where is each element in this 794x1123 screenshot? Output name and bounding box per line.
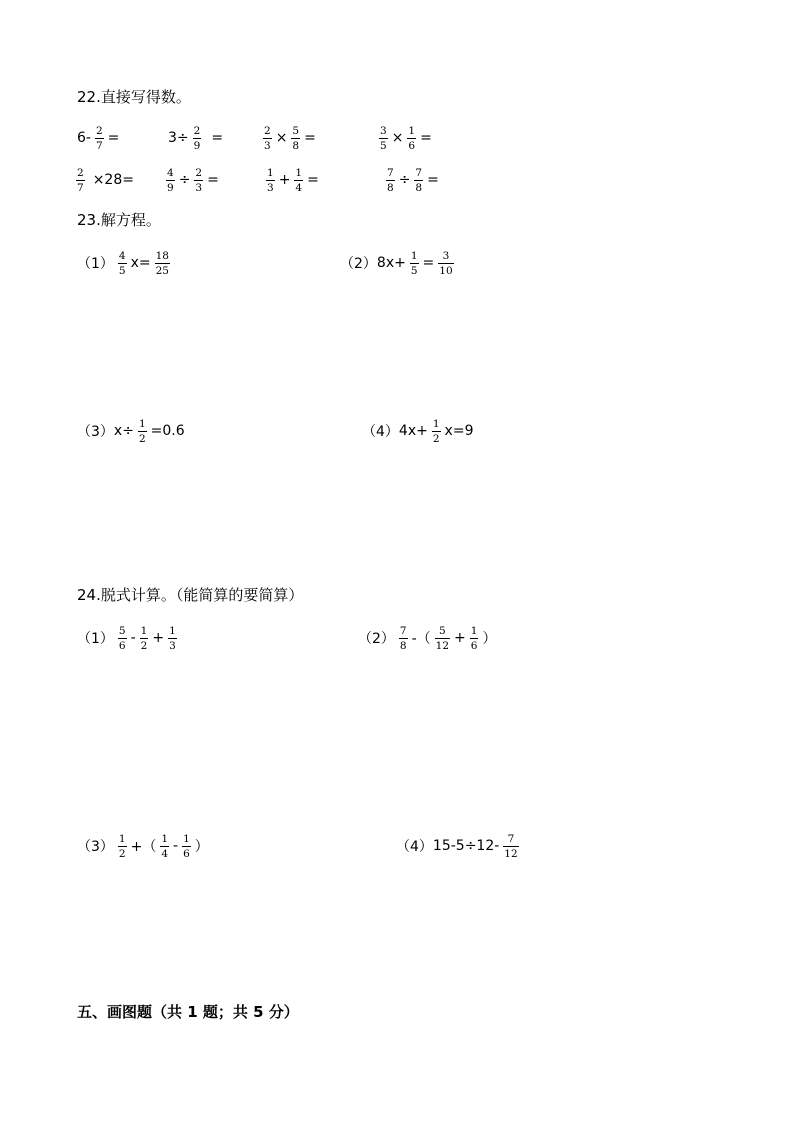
- fraction: [294, 167, 303, 194]
- equation-text: =0.6: [150, 423, 185, 439]
- fraction: [410, 250, 419, 277]
- fraction: [194, 167, 203, 194]
- fraction: [118, 625, 127, 652]
- section-5-title: 五、画图题（共 1 题；共 5 分）: [77, 1003, 299, 1021]
- q24-problem-4: [396, 826, 523, 866]
- fraction: [266, 167, 275, 194]
- equals: =: [420, 130, 432, 146]
- numerator: 7: [507, 832, 515, 845]
- fraction: [503, 833, 518, 860]
- operator: +: [454, 630, 466, 646]
- q22-row2-item-b: [162, 160, 219, 200]
- denominator: 8: [387, 181, 394, 194]
- fraction: [138, 418, 147, 445]
- denominator: 25: [155, 264, 169, 277]
- denominator: 4: [161, 847, 169, 860]
- numerator: 5: [118, 624, 126, 637]
- numerator: 1: [169, 624, 176, 637]
- denominator: 2: [118, 847, 126, 860]
- operand: 6-: [77, 130, 91, 146]
- problem-label: （3）: [77, 424, 114, 440]
- equals: =: [207, 172, 219, 188]
- q22-row2-item-c: [262, 160, 319, 200]
- operand: 3÷: [168, 130, 189, 146]
- operator: ×: [391, 130, 404, 146]
- numerator: 2: [77, 166, 84, 179]
- q23-problem-1: [77, 243, 174, 283]
- fraction: [399, 625, 408, 652]
- operator: ）: [482, 631, 497, 647]
- equation-text: 4x+: [398, 423, 428, 439]
- numerator: 4: [167, 166, 174, 179]
- denominator: 8: [415, 181, 423, 194]
- numerator: 18: [155, 249, 169, 262]
- denominator: 7: [95, 139, 103, 152]
- numerator: 5: [439, 624, 446, 637]
- equation-text: x=9: [444, 423, 474, 439]
- problem-label: （2）: [340, 256, 377, 272]
- fraction: [263, 125, 272, 152]
- fraction: [166, 167, 175, 194]
- fraction: [379, 125, 388, 152]
- problem-label: （2）: [358, 631, 395, 647]
- denominator: 2: [140, 639, 148, 652]
- numerator: 2: [193, 124, 201, 137]
- denominator: 2: [138, 432, 146, 445]
- numerator: 2: [95, 124, 103, 137]
- denominator: 3: [267, 181, 274, 194]
- fraction: [168, 625, 177, 652]
- denominator: 3: [195, 181, 203, 194]
- equals: =: [107, 130, 120, 146]
- denominator: 6: [118, 639, 126, 652]
- numerator: 7: [415, 166, 423, 179]
- q22-row1-item-b: [168, 118, 223, 158]
- fraction: [118, 833, 127, 860]
- numerator: 1: [470, 624, 478, 637]
- numerator: 1: [410, 249, 418, 262]
- numerator: 1: [161, 832, 169, 845]
- fraction: [470, 625, 479, 652]
- problem-label: （1）: [77, 631, 114, 647]
- denominator: 2: [432, 432, 440, 445]
- operator: ）: [194, 839, 209, 855]
- numerator: 7: [387, 166, 394, 179]
- operator: +: [278, 172, 291, 188]
- q22-title: 22.直接写得数。: [77, 88, 191, 106]
- numerator: 1: [118, 832, 126, 845]
- equation-text: x÷: [113, 423, 134, 439]
- operand: ×28=: [92, 172, 134, 188]
- numerator: 1: [267, 166, 274, 179]
- numerator: 1: [140, 624, 148, 637]
- denominator: 9: [167, 181, 174, 194]
- numerator: 3: [442, 249, 450, 262]
- denominator: 7: [77, 181, 84, 194]
- problem-label: （4）: [396, 839, 433, 855]
- denominator: 6: [408, 139, 416, 152]
- denominator: 9: [193, 139, 201, 152]
- equals: =: [211, 130, 224, 146]
- fraction: [386, 167, 395, 194]
- denominator: 8: [399, 639, 407, 652]
- equals: =: [427, 172, 439, 188]
- denominator: 4: [295, 181, 303, 194]
- denominator: 3: [264, 139, 271, 152]
- fraction: [407, 125, 416, 152]
- q22-row2-item-e: [382, 160, 439, 200]
- fraction: [432, 418, 441, 445]
- denominator: 12: [435, 639, 450, 652]
- q22-row1-item-c: [259, 118, 316, 158]
- operator: +: [152, 630, 165, 646]
- fraction: [193, 125, 202, 152]
- operator: ÷: [398, 172, 411, 188]
- operator: -: [173, 838, 179, 854]
- fraction: [414, 167, 423, 194]
- fraction: [160, 833, 169, 860]
- fraction: [95, 125, 104, 152]
- denominator: 3: [169, 639, 176, 652]
- q24-problem-2: [358, 618, 496, 658]
- equation-text: 8x+: [376, 255, 406, 271]
- numerator: 7: [399, 624, 407, 637]
- numerator: 2: [195, 166, 203, 179]
- fraction: [155, 250, 170, 277]
- operator: ×: [275, 130, 288, 146]
- fraction: [291, 125, 300, 152]
- q23-title: 23.解方程。: [77, 211, 161, 229]
- q24-problem-3: [77, 826, 209, 866]
- denominator: 6: [183, 847, 190, 860]
- denominator: 6: [470, 639, 478, 652]
- denominator: 5: [410, 264, 418, 277]
- numerator: 1: [295, 166, 303, 179]
- denominator: 5: [118, 264, 126, 277]
- q23-problem-3: [77, 411, 185, 451]
- q23-problem-4: [362, 411, 473, 451]
- q22-row1-item-a: [77, 118, 119, 158]
- numerator: 1: [408, 124, 416, 137]
- q22-row2-item-a: [72, 160, 134, 200]
- equals: =: [307, 172, 319, 188]
- fraction: [140, 625, 149, 652]
- fraction: [438, 250, 453, 277]
- numerator: 4: [118, 249, 126, 262]
- denominator: 12: [504, 847, 518, 860]
- equation-text: x=: [130, 255, 151, 271]
- denominator: 10: [439, 264, 453, 277]
- fraction: [76, 167, 85, 194]
- operator: -（: [411, 631, 431, 647]
- equals: =: [422, 255, 435, 271]
- denominator: 8: [292, 139, 300, 152]
- q24-problem-1: [77, 618, 181, 658]
- fraction: [118, 250, 127, 277]
- problem-label: （4）: [362, 424, 399, 440]
- equals: =: [304, 130, 316, 146]
- denominator: 5: [380, 139, 387, 152]
- problem-label: （1）: [77, 256, 114, 272]
- numerator: 1: [138, 417, 146, 430]
- numerator: 1: [183, 832, 190, 845]
- q24-title: 24.脱式计算。（能简算的要简算）: [77, 586, 304, 604]
- operator: -: [130, 630, 136, 646]
- q22-row1-item-e: [375, 118, 432, 158]
- problem-label: （3）: [77, 839, 114, 855]
- numerator: 3: [380, 124, 387, 137]
- equation-text: 15-5÷12-: [432, 838, 500, 854]
- fraction: [435, 625, 450, 652]
- numerator: 5: [292, 124, 300, 137]
- numerator: 1: [432, 417, 440, 430]
- operator: ÷: [178, 172, 191, 188]
- numerator: 2: [264, 124, 271, 137]
- operator: +（: [130, 839, 157, 855]
- q23-problem-2: [340, 243, 458, 283]
- fraction: [182, 833, 191, 860]
